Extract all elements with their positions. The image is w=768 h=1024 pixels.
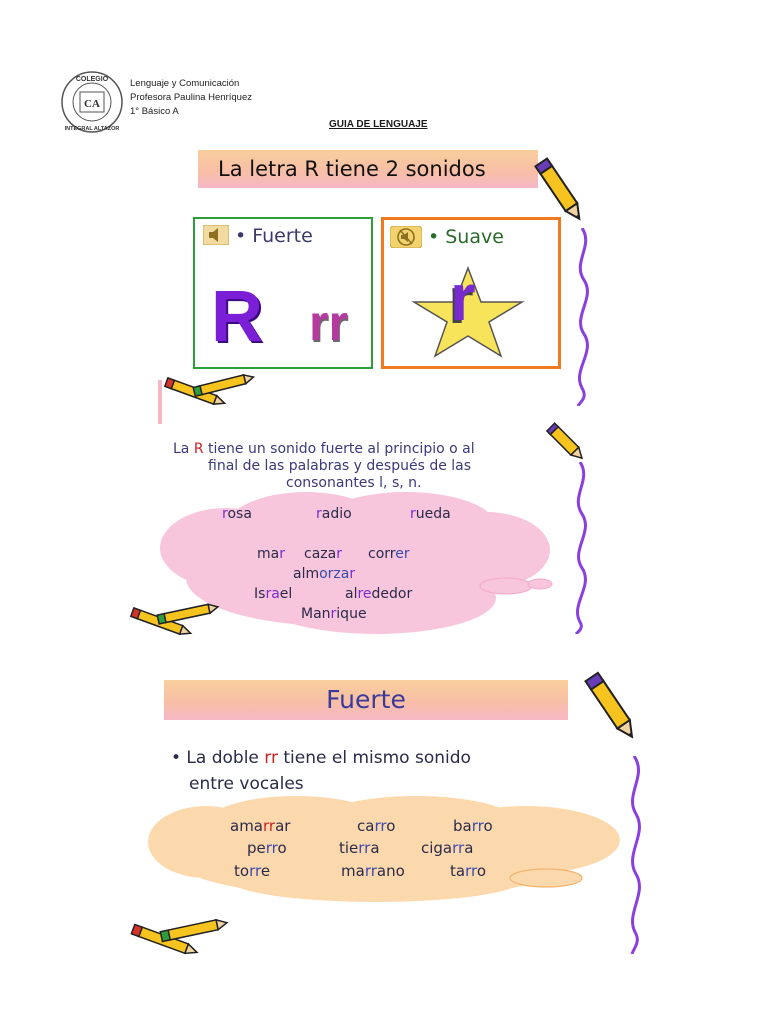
- rule-text-1: [173, 441, 475, 457]
- teacher-line: Profesora Paulina Henríquez: [130, 92, 252, 103]
- suave-label: • Suave: [428, 226, 504, 248]
- rule-text-post: tiene un sonido fuerte al principio o al: [203, 441, 475, 457]
- logo-text-top: COLEGIO: [75, 76, 109, 83]
- word-perro: [247, 839, 287, 857]
- pencils-icon: [156, 368, 256, 428]
- word-radio: [316, 506, 352, 522]
- word-part: o: [483, 817, 493, 835]
- rule-text-3: consonantes l, s, n.: [286, 475, 422, 491]
- subject-line: Lenguaje y Comunicación: [130, 78, 240, 89]
- banner-title: La letra R tiene 2 sonidos: [218, 157, 486, 181]
- word-tarro: [450, 862, 486, 880]
- logo-monogram: CA: [84, 98, 100, 110]
- word-part: o: [386, 817, 396, 835]
- word-part: alm: [293, 566, 320, 582]
- word-part: rr: [364, 862, 377, 880]
- double-r-letters: rr: [309, 295, 348, 351]
- word-part: ama: [230, 817, 263, 835]
- word-tierra: [339, 839, 380, 857]
- word-part: ta: [450, 862, 466, 880]
- word-part: rr: [465, 862, 477, 880]
- word-part: ca: [357, 817, 375, 835]
- pencil-icon: [574, 656, 650, 764]
- word-part: ma: [257, 546, 280, 562]
- word-rueda: [410, 506, 451, 522]
- fuerte-box: [193, 217, 373, 369]
- word-amarrar: [230, 817, 290, 835]
- word-part: Is: [254, 586, 266, 602]
- orange-cloud: [146, 794, 626, 908]
- word-torre: [234, 862, 270, 880]
- word-part: Man: [301, 606, 331, 622]
- big-r-letter: R: [211, 277, 263, 357]
- word-part: pe: [247, 839, 266, 857]
- word-part: el: [279, 586, 293, 602]
- word-part: caza: [304, 546, 337, 562]
- word-cazar: [304, 546, 342, 562]
- word-part: e: [260, 862, 271, 880]
- word-part: rr: [249, 862, 261, 880]
- word-rosa: [222, 506, 252, 522]
- squiggle-line: [568, 228, 598, 410]
- word-part: r: [336, 546, 342, 562]
- school-logo: [60, 70, 124, 134]
- word-part: orza: [319, 566, 350, 582]
- word-part: osa: [227, 506, 252, 522]
- word-part: ano: [376, 862, 405, 880]
- grade-line: 1° Básico A: [130, 106, 179, 117]
- fuerte-banner: [164, 680, 568, 720]
- word-part: rr: [471, 817, 484, 835]
- word-part: rr: [452, 839, 465, 857]
- pencils-icon: [122, 596, 222, 660]
- word-part: r: [316, 506, 322, 522]
- speaker-icon[interactable]: [203, 225, 229, 249]
- word-part: to: [234, 862, 250, 880]
- bullet-rr: rr: [264, 748, 278, 768]
- rule-text-pre: La: [173, 441, 194, 457]
- word-part: ra: [265, 586, 280, 602]
- word-cigarra: [421, 839, 473, 857]
- word-part: r: [349, 566, 356, 582]
- suave-box: [381, 217, 561, 369]
- word-part: o: [476, 862, 487, 880]
- word-part: rr: [263, 817, 276, 835]
- word-part: a: [464, 839, 474, 857]
- word-part: ma: [341, 862, 365, 880]
- word-part: ueda: [415, 506, 451, 522]
- word-part: rr: [374, 817, 387, 835]
- bullet-post: tiene el mismo sonido: [277, 748, 471, 768]
- guide-title: GUIA DE LENGUAJE: [329, 119, 428, 130]
- word-carro: [357, 817, 395, 835]
- word-part: adio: [321, 506, 352, 522]
- bullet-pre: • La doble: [171, 748, 265, 768]
- word-part: rr: [265, 839, 278, 857]
- pencils-icon: [122, 910, 232, 980]
- word-israel: [254, 586, 292, 602]
- word-barro: [453, 817, 493, 835]
- word-part: o: [277, 839, 287, 857]
- logo-text-bottom: INTEGRAL ALTAZOR: [64, 126, 120, 132]
- word-correr: [368, 546, 410, 562]
- word-marrano: [341, 862, 405, 880]
- bullet-text-2: entre vocales: [189, 774, 304, 794]
- word-part: corr: [368, 546, 396, 562]
- word-alrededor: [345, 586, 412, 602]
- word-part: al: [345, 586, 358, 602]
- speaker-muted-icon[interactable]: [390, 226, 422, 252]
- word-part: ar: [275, 817, 291, 835]
- word-manrique: [301, 606, 367, 622]
- rule-text-2: final de las palabras y después de las: [208, 458, 472, 474]
- word-almorzar: [293, 566, 355, 582]
- fuerte-title: Fuerte: [326, 685, 406, 714]
- word-part: a: [370, 839, 380, 857]
- word-mar: [257, 546, 285, 562]
- word-part: rr: [358, 839, 371, 857]
- word-part: r: [330, 606, 337, 622]
- word-part: er: [395, 546, 410, 562]
- word-part: r: [279, 546, 285, 562]
- rule-r-highlight: R: [193, 441, 204, 457]
- word-part: ba: [453, 817, 472, 835]
- bullet-text-1: [171, 748, 471, 768]
- word-part: ciga: [421, 839, 453, 857]
- title-banner: [198, 150, 538, 188]
- word-part: r: [410, 506, 416, 522]
- word-part: re: [357, 586, 372, 602]
- soft-r-letter: r: [450, 260, 476, 334]
- word-part: tie: [339, 839, 359, 857]
- fuerte-label: • Fuerte: [235, 225, 313, 247]
- word-part: r: [222, 506, 228, 522]
- word-part: dedor: [371, 586, 413, 602]
- word-part: ique: [336, 606, 367, 622]
- squiggle-line: [566, 462, 596, 638]
